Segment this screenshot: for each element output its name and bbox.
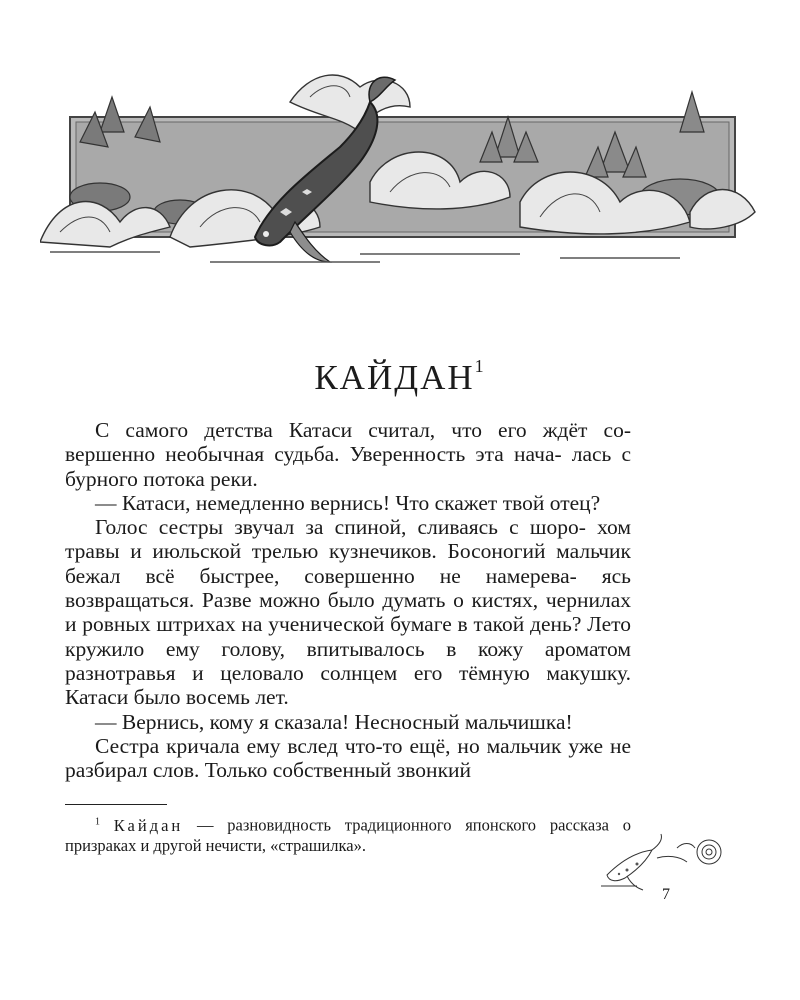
paragraph: — Катаси, немедленно вернись! Что скажет твой отец? — [95, 490, 601, 515]
small-koi-sketch — [597, 830, 737, 892]
paragraph: С самого детства Катаси считал, что его ждёт со- вершенно необычная судьба. Уверенность эта нача- лась с бурного потока реки. — [65, 418, 631, 491]
footnote-mark: 1 — [474, 356, 486, 377]
footnote-term: Кайдан — [113, 815, 184, 835]
koi-waves-lotus-illustration — [40, 62, 760, 272]
chapter-body — [65, 418, 631, 782]
chapter-title — [0, 358, 800, 398]
paragraph: Голос сестры звучал за спиной, сливаясь с шоро- хом травы и июльской трелью кузнечиков. Босоногий мальчик бежал всё быстрее, совершенно не намерева- ясь возвращаться. Разве можно было думать о кистях, чернилах и ровных штрихах на ученической бумаге в такой день? Лето кружило ему голову, впитывалось в кожу ароматом разнотравья и целовало солнцем его тёмную макушку. Катаси было восемь лет. — [65, 515, 631, 710]
page-number: 7 — [662, 886, 670, 903]
footnote-number: 1 — [95, 816, 100, 827]
paragraph: — Вернись, кому я сказала! Несносный мальчишка! — [95, 709, 573, 734]
footnote — [65, 812, 631, 856]
chapter-title-text: КАЙДАН — [314, 358, 475, 397]
footnote-divider — [65, 804, 167, 805]
footnote-text: — разновидность традиционного японского рассказа о призраках и другой нечисти, «страшилка». — [65, 815, 631, 855]
paragraph: Сестра кричала ему вслед что-то ещё, но мальчик уже не разбирал слов. Только собственный звонкий — [65, 733, 631, 783]
